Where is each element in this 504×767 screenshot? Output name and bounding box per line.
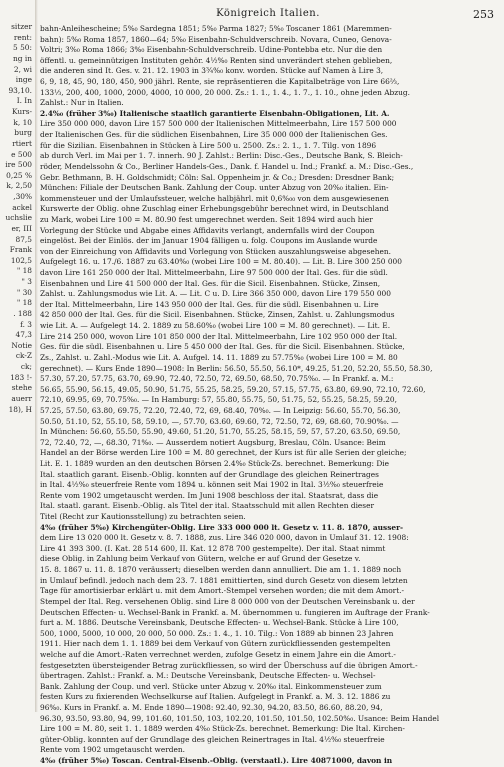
margin-fragment: 183 !- (10, 372, 32, 382)
text-line: 15. 8. 1867 u. 11. 8. 1870 veräussert; dieselben werden dann annulliert. Die am 1. 1. 1889 noch (40, 565, 402, 575)
text-line: für die Sizilian. Eisenbahnen in Stücken à Lire 500 u. 2500. Zs.: 2. 1., 1. 7. Tilg. von 1896 (40, 140, 377, 150)
running-header (40, 8, 496, 22)
margin-fragment: 0,25 % (6, 170, 32, 180)
margin-fragment: 2, wi (13, 64, 32, 74)
margin-fragment: stehe (11, 383, 32, 393)
margin-fragment: f. 3 (20, 319, 32, 329)
margin-fragment: sitzer (11, 22, 32, 31)
margin-fragment: inge (15, 75, 32, 85)
margin-fragment: Kurs- (12, 107, 32, 116)
text-line: gerechnet). — Kurs Ende 1890—1908: In Berlin: 56.50, 55.50, 56.10*, 49.25, 51.20, 52.20, 55.50, 58.30, (40, 363, 433, 373)
text-line: Ges. für die südl. Eisenbahnen u. Lire 5 450 000 der Ital. Ges. für die Sicil. Eisenbahnen. Stücke, (40, 342, 405, 352)
text-line: 72.10, 69.95, 69, 70.75%₀. — In Hamburg: 57, 55.80, 55.75, 50, 51.75, 52, 55.25, 58.25, 59.20, (40, 395, 397, 405)
header-title: Königreich Italien. (216, 8, 320, 19)
text-line: in Ital. 4½%₀ steuerfreie Rente vom 1894 u. können seit Mai 1902 in Ital. 3½%₀ steuerfreie (40, 480, 384, 490)
text-line: röder, Mendelssohn & Co., Berliner Handels-Ges., Dank. f. Handel u. Ind.; Frankf. a. M.: Disc.-Ges., (40, 161, 414, 171)
margin-fragment: e 500 (11, 149, 32, 159)
text-line: wie Lit. A. — Aufgelegt 14. 2. 1889 zu 58.60%₀ (wobei Lire 100 = M. 80 gerechnet). — Lit. E. (40, 321, 391, 331)
margin-fragment: k, 2,50 (6, 181, 32, 191)
text-line: davon Lire 161 250 000 der Ital. Mittelmeerbahn, Lire 97 500 000 der Ital. Ges. für die südl. (40, 268, 388, 278)
section-heading-line: 2.4%₀ (früher 3%₀) Italienische staatlich garantierte Eisenbahn-Obligationen, Lit. A. (40, 108, 390, 118)
margin-fragment: ck-Z (15, 351, 32, 361)
text-line: Handel an der Börse werden Lire 100 = M. 80 gerechnet, der Kurs ist für alle Serien der gleiche; (40, 448, 407, 458)
text-line: der Italienischen Ges. für die südlichen Eisenbahnen, Lire 35 000 000 der Italienischen Ges. (40, 130, 388, 140)
text-line: kommensteuer und der Umlaufssteuer, welche halbjährl. mit 0,6%₀₀ von dem ausgewiesenen (40, 193, 389, 203)
text-line: 96%₀. Kurs in Frankf. a. M. Ende 1890—1908: 92.40, 92.30, 94.20, 83.50, 86.60, 88.20, 94, (40, 703, 383, 712)
text-line: Lit. E. 1. 1889 wurden an den deutschen Börsen 2.4%₀ Stück-Zs. berechnet. Bemerkung: Die (40, 458, 390, 468)
text-line: öffentl. u. gemeinnützigen Instituten gehör. 4½%₀ Renten sind unverändert stehen geblieben, (40, 55, 393, 65)
text-line: Lire 41 393 300. (I. Kat. 28 514 600, II. Kat. 12 878 700 gestempelte). Der ital. Staat nimmt (40, 543, 386, 553)
margin-fragment: 102,5 (10, 255, 32, 265)
text-line: festgesetzten übersteigender Betrag zurückfliessen, so wird der Überschuss auf die übrigen Amort.- (40, 660, 418, 670)
margin-fragment: er, III (11, 223, 32, 233)
text-line: Kurswerte der Oblig. ohne Zuschlag einer Erhebungsgebühr berechnet wird, in Deutschland (40, 204, 389, 214)
text-line: eingelöst. Bei der Einlös. der im Januar 1904 fälligen u. folg. Coupons im Auslande wurde (40, 236, 378, 246)
text-line: Aufgelegt 16. u. 17./6. 1887 zu 63.40%₀ (wobei Lire 100 = M. 80.40). — Lit. B. Lire 300 250 000 (40, 257, 402, 267)
text-line: Vorlegung der Stücke und Abgabe eines Affidavits verlangt, andernfalls wird der Coupon (40, 225, 375, 235)
margin-fragment: ng in (13, 53, 32, 63)
text-line: zu Mark, wobei Lire 100 = M. 80.90 fest umgerechnet werden. Seit 1894 wird auch hier (40, 214, 373, 224)
text-line: Deutschen Effecten- u. Wechsel-Bank in Frankf. a. M. übernommen u. fungieren im Auftrage der Frank- (40, 607, 430, 617)
margin-fragment: " 18 (16, 298, 32, 308)
text-line: ab durch Verl. im Mai per 1. 7. innerh. 90 J. Zahlst.: Berlin: Disc.-Ges., Deutsche Bank, S. Bleich- (40, 151, 403, 161)
page-number: 253 (473, 8, 494, 21)
page-body (40, 24, 499, 766)
margin-fragment: 87,5 (15, 234, 32, 244)
text-line: 1911. Hier nach dem 1. 1. 1889 bei dem Verkauf von Gütern zurückfliessenden gestempelten (40, 639, 391, 649)
text-line: Rente vom 1902 umgetauscht werden. (40, 745, 185, 755)
text-line: diese Oblig. in Zahlung beim Verkauf von Gütern, welche er auf Grund der Gesetze v. (40, 554, 361, 564)
text-line: 96.30, 93.50, 93.80, 94, 99, 101.60, 101.50, 103, 102.20, 101.50, 101.50, 102.50%₀. Usance: Beim Handel (40, 713, 440, 723)
text-line: der Ital. Mittelmeerbahn, Lire 143 950 000 der Ital. Ges. für die südl. Eisenbahnen u. Lire (40, 299, 379, 309)
text-line: bahn): 5%₀ Roma 1857, 1860—64; 5%₀ Eisenbahn-Schuldverschreib. Novara, Cuneo, Genova- (40, 34, 392, 44)
text-line: Lire 214 250 000, wovon Lire 101 850 000 der Ital. Mittelmeerbahn, Lire 102 950 000 der Ital. (40, 331, 398, 341)
section-heading-line: 4%₀ (früher 5%₀) Toscan. Central-Eisenb.-Oblig. (verstaatl.). Lire 40871000, davon in (40, 756, 393, 766)
text-line: Bank. Zahlung der Coup. und verl. Stücke unter Abzug v. 20%₀ ital. Einkommensteuer zum (40, 681, 382, 691)
text-line: 57.30, 57.20, 57.75, 63.70, 69.90, 72.40, 72.50, 72, 69.50, 68.50, 70.75%₀. — In Frankf. a. M.: (40, 374, 394, 384)
text-line: von der Einreichung von Affidavits und Vorlegung von Stücken auszahlungsweise abgesehen. (40, 246, 391, 256)
text-line: Zahlst. u. Zahlungsmodus wie Lit. A. — Lit. C u. D. Lire 366 350 000, davon Lire 179 550 000 (40, 289, 391, 299)
text-line: Lire 100 = M. 80, seit 1. 1. 1889 werden 4%₀ Stück-Zs. berechnet. Bemerkung: Die Ital. Kirchen- (40, 724, 405, 734)
text-line: 57.25, 57.50, 63.80, 69.75, 72.20, 72.40, 72, 69, 68.40, 70%₀. — In Leipzig: 56.60, 55.70, 56.30, (40, 405, 401, 415)
margin-fragment: ck; (20, 362, 32, 371)
text-line: furt a. M. 1886. Deutsche Vereinsbank, Deutsche Effecten- u. Wechsel-Bank. Stücke à Lire 100, (40, 618, 399, 628)
text-line: Ital. staatlich garant. Eisenb.-Oblig. konnten auf der Grundlage des gleichen Reinertrages (40, 469, 379, 479)
text-line: In München: 56.60, 55.50, 55.90, 49.60, 51.20, 51.70, 55.25, 58.15, 59, 57, 57.20, 63.50, 69.50, (40, 427, 401, 437)
text-line: Titel (Recht zur Kautionsstellung) zu betrachten seien. (40, 512, 246, 522)
margin-fragment: auerr (11, 393, 32, 403)
page-fold-shadow (35, 0, 38, 712)
text-line: Voltri; 3%₀ Roma 1866; 3%₀ Eisenbahn-Schuldverschreib. Udine-Pontebba etc. Nur die den (40, 45, 383, 55)
text-line: 500, 1000, 5000, 10 000, 20 000, 50 000. Zs.: 1. 4., 1. 10. Tilg.: Von 1889 ab binnen 23 Jahren (40, 628, 394, 638)
text-line: München: Filiale der Deutschen Bank. Zahlung der Coup. unter Abzug von 20%₀ italien. Ein- (40, 183, 389, 193)
margin-fragment: uchslie (5, 213, 32, 223)
text-line: 56.65, 55.90, 56.15, 49.05, 50.90, 51.75, 55.25, 58.25, 59.20, 57.15, 57.75, 63.80, 69.90, 72.10, 72.60, (40, 384, 426, 394)
text-line: 6, 9, 18, 45, 90, 180, 450, 900 jährl. Rente, sie repräsentieren die Kapitalbeträge von Lire 66⅔, (40, 77, 400, 87)
margin-fragment: rent: (13, 32, 32, 42)
margin-fragment: " 30 (16, 287, 32, 297)
text-line: Ital. staatl. garant. Eisenb.-Oblig. als Titel der ital. Staatsschuld mit allen Rechten dieser (40, 501, 375, 511)
text-line: übertragen. Zahlst.: Frankf. a. M.: Deutsche Vereinsbank, Deutsche Effecten- u. Wechsel- (40, 671, 376, 681)
text-line: 72, 72.40, 72, —, 68.30, 71%₀. — Ausserdem notiert Augsburg, Breslau, Cöln. Usance: Beim (40, 437, 386, 447)
text-line: Zahlst.: Nur in Italien. (40, 98, 124, 108)
text-line: 50.50, 51.10, 52, 55.10, 58, 59.10, —, 57.70, 63.60, 69.60, 72, 72.50, 72, 69, 68.60, 70.90%₀. — (40, 416, 399, 426)
text-line: güter-Oblig. konnten auf der Grundlage des gleichen Reinertrages in Ital. 4½%₀ steuerfreie (40, 734, 385, 744)
text-line: Eisenbahnen und Lire 41 500 000 der Ital. Ges. für die Sicil. Eisenbahnen. Stücke, Zinsen, (40, 278, 381, 288)
margin-fragment: Frank (9, 245, 32, 255)
text-line: Stempel der Ital. Reg. versehenen Oblig. sind Lire 8 000 000 von der Deutschen Vereinsbank u. der (40, 596, 415, 606)
text-line: in Umlauf befindl. jedoch nach dem 23. 7. 1881 emittierten, sind durch Gesetz von diesem letzten (40, 575, 408, 585)
text-line: bahn-Anleihescheine; 5%₀ Sardegna 1851; 5%₀ Parma 1827; 5%₀ Toscaner 1861 (Maremmen- (40, 24, 392, 33)
text-line: Rente vom 1902 umgetauscht werden. Im Juni 1908 beschloss der ital. Staatsrat, dass die (40, 490, 379, 500)
text-line: welche auf die Amort.-Raten verrechnet werden, zufolge Gesetz in einem Jahre ein die Amort.- (40, 649, 396, 659)
text-line: Lire 350 000 000, davon Lire 157 500 000 der Italienischen Mittelmeerbahn, Lire 157 500 000 (40, 119, 397, 129)
margin-fragment: I. In (16, 96, 32, 106)
margin-fragment: 5 50: (13, 43, 32, 53)
text-line: dem Lire 13 020 000 lt. Gesetz v. 8. 7. 1888, zus. Lire 346 020 000, davon in Umlauf 31. 12. 1908: (40, 533, 409, 543)
text-line: Gebr. Bethmann, B. H. Goldschmidt; Cöln: Sal. Oppenheim jr. & Co.; Dresden: Dresdner Bank; (40, 172, 395, 182)
margin-fragment: 93,10. (8, 85, 32, 95)
margin-fragment: " 3 (21, 277, 32, 286)
text-line: festen Kurs zu fixierenden Wechselkurse auf Italien. Aufgelegt in Frankf. a. M. 3. 12. 1886 zu (40, 692, 391, 702)
text-line: 42 850 000 der Ital. Ges. für die Sicil. Eisenbahnen. Stücke, Zinsen, Zahlst. u. Zahlungsmodus (40, 310, 395, 320)
text-line: 133⅓, 200, 400, 1000, 2000, 4000, 10 000, 20 000. Zs.: 1. 1., 1. 4., 1. 7., 1. 10., ohne jeden Abzug. (40, 87, 411, 97)
margin-fragment: Notie (11, 340, 32, 350)
margin-fragment: rtiert (12, 138, 32, 148)
margin-fragment: . 188 (13, 308, 32, 318)
margin-fragment: 47,3 (15, 330, 32, 340)
section-heading-line: 4%₀ (früher 5%₀) Kirchengüter-Oblig. Lire 333 000 000 lt. Gesetz v. 11. 8. 1870, ausser- (40, 522, 404, 532)
text-line: Zs., Zahlst. u. Zahl.-Modus wie Lit. A. Aufgel. 14. 11. 1889 zu 57.75%₀ (wobei Lire 100 = M. 80 (40, 352, 398, 362)
margin-fragment: ire 500 (5, 160, 32, 170)
margin-fragment: 18), H (8, 404, 32, 414)
margin-fragment: ,30% (13, 192, 32, 201)
margin-fragment: " 18 (16, 266, 32, 276)
text-line: die anderen sind It. Ges. v. 21. 12. 1903 in 3¾%₀ konv. worden. Stücke auf Namen à Lire 3, (40, 66, 384, 76)
margin-fragment: burg (14, 128, 32, 138)
margin-fragment: k, 10 (13, 117, 32, 127)
margin-fragment: ackel (12, 202, 32, 212)
previous-page-margin (0, 22, 34, 710)
text-line: Tage für amortisierbar erklärt u. mit dem Amort.-Stempel versehen worden; die mit dem Amort.- (40, 586, 405, 596)
